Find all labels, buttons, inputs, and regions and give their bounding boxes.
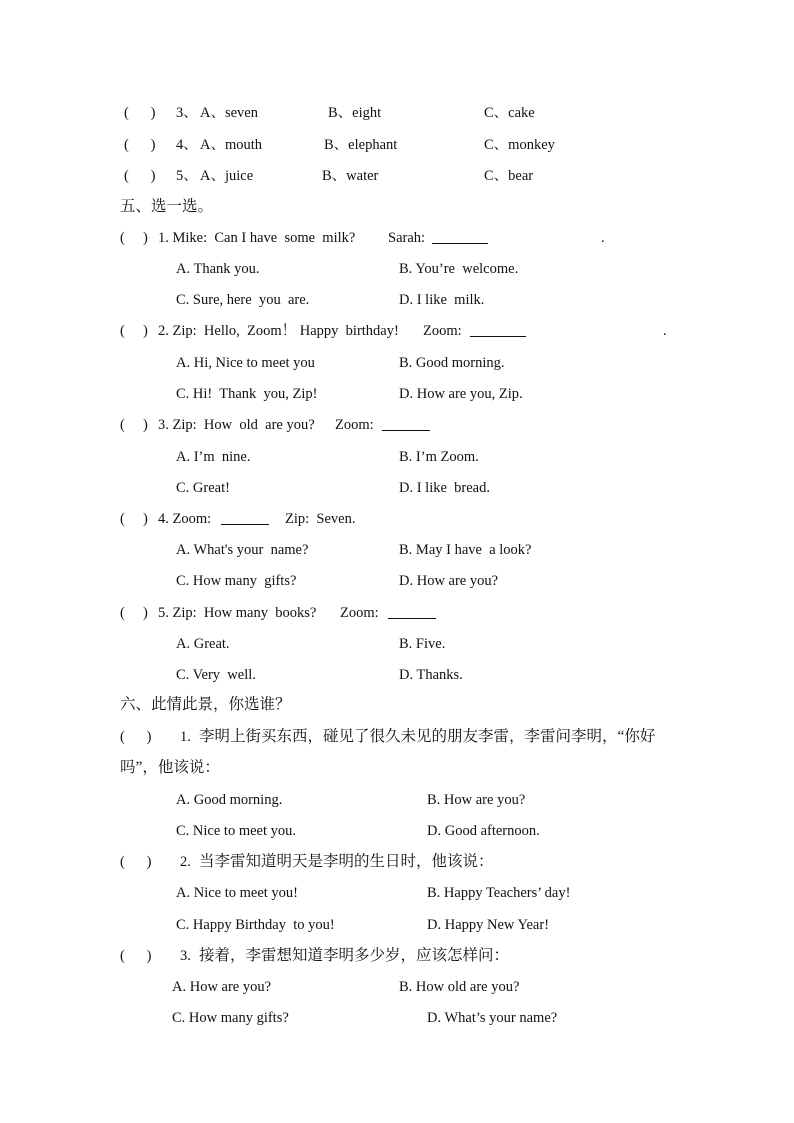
- s5-q5-option-d: D. Thanks.: [399, 667, 463, 683]
- s5-q1-option-c: C. Sure, here you are.: [176, 292, 310, 308]
- s5-q4-option-b: B. May I have a look?: [399, 542, 532, 558]
- s5-q1-option-d: D. I like milk.: [399, 292, 485, 308]
- s4-q3-option-a: A、seven: [200, 105, 258, 121]
- s5-q3-answer-blank[interactable]: [382, 416, 430, 436]
- s5-q5-speaker: Zoom:: [340, 605, 379, 621]
- s5-q1-speaker: Sarah:: [388, 230, 426, 246]
- s5-q1-answer-blank[interactable]: [432, 229, 488, 249]
- s6-q2-question: 当李雷知道明天是李明的生日时，他该说：: [199, 853, 494, 870]
- s5-q3-question: 3. Zip: How old are you?: [158, 417, 315, 433]
- s4-q4-option-b: B、elephant: [324, 137, 398, 153]
- s5-q2-paren[interactable]: ( ): [120, 323, 148, 339]
- s5-q4-paren[interactable]: ( ): [120, 511, 148, 527]
- s6-q2-option-a: A. Nice to meet you!: [176, 885, 299, 901]
- s5-q2-option-a: A. Hi, Nice to meet you: [176, 355, 315, 371]
- s5-q3-option-b: B. I’m Zoom.: [399, 449, 479, 465]
- s5-q2-option-c: C. Hi! Thank you, Zip!: [176, 386, 318, 402]
- s4-q4-paren[interactable]: ( ): [124, 137, 156, 153]
- s5-q1-paren[interactable]: ( ): [120, 230, 148, 246]
- s5-q4-answer-blank[interactable]: [221, 510, 269, 530]
- s5-q2-question: 2. Zip: Hello, Zoom！ Happy birthday!: [158, 323, 399, 339]
- s6-q3-option-d: D. What’s your name?: [427, 1010, 558, 1026]
- s6-q1-question-cont: 吗”，他该说：: [120, 759, 220, 776]
- s6-q3-question: 接着，李雷想知道李明多少岁，应该怎样问：: [199, 947, 510, 964]
- s4-q3-option-c: C、cake: [484, 105, 535, 121]
- s6-q3-option-c: C. How many gifts?: [172, 1010, 289, 1026]
- s5-q3-option-a: A. I’m nine.: [176, 449, 251, 465]
- s4-q4-option-c: C、monkey: [484, 137, 555, 153]
- s6-q3-option-a: A. How are you?: [172, 979, 272, 995]
- s5-q1-option-b: B. You’re welcome.: [399, 261, 519, 277]
- s4-q5-num: 5、: [176, 168, 198, 184]
- s4-q5-paren[interactable]: ( ): [124, 168, 156, 184]
- s6-q1-question: 李明上街买东西，碰见了很久未见的朋友李雷，李雷问李明，“你好: [199, 728, 656, 745]
- s4-q3-option-b: B、eight: [328, 105, 382, 121]
- s4-q5-option-b: B、water: [322, 168, 379, 184]
- s5-q3-paren[interactable]: ( ): [120, 417, 148, 433]
- s5-q1-option-a: A. Thank you.: [176, 261, 260, 277]
- s5-q1-period: .: [601, 230, 605, 246]
- s5-q4-option-a: A. What's your name?: [176, 542, 309, 558]
- s5-q5-question: 5. Zip: How many books?: [158, 605, 317, 621]
- s6-q2-paren[interactable]: ( ): [120, 854, 152, 870]
- s4-q4-option-a: A、mouth: [200, 137, 263, 153]
- s4-q4-num: 4、: [176, 137, 198, 153]
- s5-q2-answer-blank[interactable]: [470, 322, 526, 342]
- s5-q4-speaker: 4. Zoom:: [158, 511, 212, 527]
- s5-q5-option-b: B. Five.: [399, 636, 446, 652]
- s4-q3-paren[interactable]: ( ): [124, 105, 156, 121]
- s4-q5-option-c: C、bear: [484, 168, 534, 184]
- s6-q1-option-c: C. Nice to meet you.: [176, 823, 297, 839]
- section5-title: 五、选一选。: [120, 198, 214, 215]
- s5-q2-period: .: [663, 323, 667, 339]
- s4-q5-option-a: A、juice: [200, 168, 254, 184]
- s6-q1-num: 1.: [180, 729, 191, 745]
- s6-q2-option-c: C. Happy Birthday to you!: [176, 917, 335, 933]
- s6-q1-paren[interactable]: ( ): [120, 729, 152, 745]
- s5-q5-option-a: A. Great.: [176, 636, 230, 652]
- s6-q1-option-a: A. Good morning.: [176, 792, 283, 808]
- s5-q5-option-c: C. Very well.: [176, 667, 256, 683]
- s5-q4-option-d: D. How are you?: [399, 573, 499, 589]
- section6-title: 六、此情此景，你选谁？: [120, 696, 291, 713]
- s5-q2-option-d: D. How are you, Zip.: [399, 386, 523, 402]
- s4-q3-num: 3、: [176, 105, 198, 121]
- s6-q2-option-d: D. Happy New Year!: [427, 917, 550, 933]
- s5-q2-option-b: B. Good morning.: [399, 355, 505, 371]
- s6-q2-num: 2.: [180, 854, 191, 870]
- s5-q4-option-c: C. How many gifts?: [176, 573, 297, 589]
- s5-q3-option-c: C. Great!: [176, 480, 230, 496]
- s5-q3-speaker: Zoom:: [335, 417, 374, 433]
- s6-q3-paren[interactable]: ( ): [120, 948, 152, 964]
- s5-q5-paren[interactable]: ( ): [120, 605, 148, 621]
- s6-q3-num: 3.: [180, 948, 191, 964]
- s5-q3-option-d: D. I like bread.: [399, 480, 490, 496]
- s6-q2-option-b: B. Happy Teachers’ day!: [427, 885, 571, 901]
- s5-q1-question: 1. Mike: Can I have some milk?: [158, 230, 356, 246]
- s5-q5-answer-blank[interactable]: [388, 604, 436, 624]
- s5-q4-reply: Zip: Seven.: [285, 511, 356, 527]
- s5-q2-speaker: Zoom:: [423, 323, 462, 339]
- s6-q1-option-b: B. How are you?: [427, 792, 526, 808]
- s6-q1-option-d: D. Good afternoon.: [427, 823, 540, 839]
- s6-q3-option-b: B. How old are you?: [399, 979, 520, 995]
